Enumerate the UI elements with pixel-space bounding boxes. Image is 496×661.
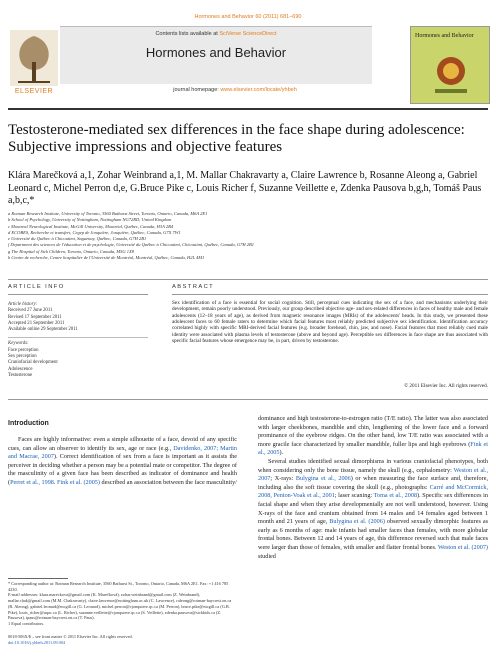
publisher-name: ELSEVIER <box>14 88 54 95</box>
keyword: Testosterone <box>8 372 33 378</box>
citation-link[interactable]: Carré and McCormick, 2008, Penton-Voak et al., 2001 <box>258 483 488 500</box>
keyword: Adolescence <box>8 366 33 372</box>
copyright: © 2011 Elsevier Inc. All rights reserved. <box>404 383 488 389</box>
citation-link[interactable]: Fink et al. (2005) <box>56 478 100 486</box>
affiliation: f Department des sciences de l'éducation et de psychologie, Université du Québec à Chicoutimi, Chicoutimi, Québec, Canada, G7H 2B1 <box>8 242 255 248</box>
text-run: Faces are highly informative: even a simple silhouette of a face, devoid of any specific cues, can allow an observer to identify its sex, age or race (e.g., <box>8 436 237 452</box>
journal-title: Hormones and Behavior <box>145 45 287 60</box>
doi-link[interactable]: doi:10.1016/j.yhbeh.2011.09.004 <box>8 640 66 645</box>
history-item: Available online 29 September 2011 <box>8 327 78 333</box>
homepage-link[interactable]: www.elsevier.com/locate/yhbeh <box>220 87 297 93</box>
abstract-heading: ABSTRACT <box>172 284 215 290</box>
text-run: ; laser scaning: <box>334 492 374 500</box>
text-run: ). <box>279 449 284 457</box>
citation-link[interactable]: Perret et al., 1998 <box>10 478 54 486</box>
section-rule <box>8 279 488 280</box>
front-matter-info <box>8 634 237 646</box>
keyword: Face perception <box>8 347 39 353</box>
info-divider <box>8 337 148 338</box>
body-rule <box>8 399 488 400</box>
article-title: Testosterone-mediated sex differences in the face shape during adolescence: Subjective impressions and objective features <box>8 122 465 155</box>
front-matter-line: 0018-506X/$ – see front matter © 2011 Elsevier Inc. All rights reserved. <box>8 634 133 639</box>
citation-link[interactable]: Bulygina et al. (2006) <box>329 518 385 526</box>
keyword: Sex perception <box>8 354 37 360</box>
affiliation: d ECOBES, Recherche et transfert, Cegep de Jonquière, Jonquière, Québec, Canada, G7X 7W1 <box>8 229 181 235</box>
affiliation: b School of Psychology, University of Nottingham, Nottingham NG72RD, United Kingdom <box>8 217 172 223</box>
abstract-text: Sex identification of a face is essential for social cognition. Still, perceptual cues indicating the sex of a face, and mechanisms underlying their development, remain poorly understood. Previously, our group described objective age- and sex-related differences in faces of healthy male and female adolescents (12–18 years of age), as derived from magnetic resonance images (MRIs) of the adolescents' heads. In this study, we presented these adolescent faces to 60 female raters to determine which facial features most reliably predicted subjective sex identification. Identification accuracy correlated highly with specific MRI-derived facial features (e.g. broader forehead, chin, jaw, and nose). Facial features that most reliably cued male identity were associated with plasma levels of testosterone (above and beyond age). Perceptible sex differences in face shape are thus associated with specific facial features whose emergence may be, in part, driven by testosterone. <box>172 300 488 345</box>
elsevier-logo <box>8 26 60 98</box>
sciencedirect-link[interactable]: SciVerse ScienceDirect <box>219 31 277 37</box>
article-info <box>8 302 148 379</box>
footnotes <box>8 581 237 627</box>
journal-homepage <box>60 87 410 93</box>
text-run: ). Specific sex differences in facial shape and when they arise developmentally are not well understood, however. Using X-rays of the face and cranium obtained from 14 males and 14 females aged between 1 month and 21 years of age, <box>258 492 488 526</box>
homepage-prefix: journal homepage: <box>173 87 219 93</box>
history-label: Article history: <box>8 302 38 307</box>
citation-link[interactable]: Davidenko, 2007; Martin and Macrae, 2007 <box>8 444 237 461</box>
text-run: ). Correct identification of sex from a face is important as it assists the perceiver in deciding whether a person may be a potential mate or competitor. The degree of the masculinity of a given face has been described as indicator of dominance and health ( <box>8 453 238 486</box>
citation-link[interactable]: Weston et al., 2007 <box>258 466 488 483</box>
text-run: Several studies identified sexual dimorphisms in various craniofacial phenotypes, both when considering only the bone tissue, namely the skull (e.g., cephalometry: <box>258 457 488 474</box>
article-info-heading: ARTICLE INFO <box>8 284 65 290</box>
affiliation: c Montreal Neurological Institute, McGill University, Montréal, Québec, Canada, H3A 2B4 <box>8 223 174 229</box>
cover-title: Hormones and Behavior <box>415 33 474 39</box>
affiliation: h Centre de recherche, Centre hospitalier de l'Université de Montréal, Montréal, Québec, Canada, H2L 4M1 <box>8 255 205 261</box>
citation-link[interactable]: Bulygina et al., 2006 <box>295 475 351 483</box>
history-item: Accepted 21 September 2011 <box>8 320 65 326</box>
citation-link[interactable]: Weston et al. (2007) <box>437 543 488 551</box>
footnote: * Corresponding author at: Rotman Research Institute, 3560 Bathurst St., Toronto, Ontario, Canada, M6A 2E1. Fax: +1 416 785 4230. <box>8 581 229 592</box>
footnote: E-mail addresses: klara.mareckova@gmail.com (K. Marečková), zohar.weinbrand@gmail.com (Z. Weinbrand), mallar.chak@gmail.com (M.M. Chakravarty), claire.lawrence@nottingham.ac.uk (C. Lawrence), raleong@rotman-baycrest.on.ca (R. Aleong), gabriel.leonard@mcgill.ca (G. Leonard), michel.perron@cjonquiere.qc.ca (M. Perron), bruce.pike@mcgill.ca (G.B. Pike), louis_richer@uqac.ca (L. Richer), suzanne.veillette@cjonquiere.qc.ca (S. Veillette), zdenka.pausova@sickkids.ca (Z. Pausova), tpaus@rotman-baycrest.on.ca (T. Paus). <box>8 592 232 621</box>
text-run: dominance and high testosterone-to-estrogen ratio (T/E ratio). The latter was also associated with larger cheekbones, mandible and chin, lengthening of the lower face and a forward prominance of the eyebrow ridges. On the other hand, low T/E ratio was associated with a more gracile face characterized by smaller mandible, fuller lips and high eyebrows ( <box>258 415 488 448</box>
header-rule <box>8 108 488 110</box>
text-run: . <box>53 478 57 486</box>
history-item: Received 27 June 2011 <box>8 308 53 314</box>
journal-cover-image <box>410 26 490 104</box>
author-list: Klára Marečková a,1, Zohar Weinbrand a,1, M. Mallar Chakravarty a, Claire Lawrence b, Rosanne Aleong a, Gabriel Leonard c, Michel Perron d,e, G.Bruce Pike c, Louis Richer f, Suzanne Veillette e, Zdenka Pausova b,g,h, Tomáš Paus a,b,c,* <box>8 170 482 206</box>
text-run: studied <box>258 552 276 560</box>
contents-prefix: Contents lists available at <box>155 31 218 37</box>
text-run: observed sexually dimorphic features as early as 6 months of age: male infants had smaller faces than females, with more globular frontal bones. Between 12 and 14 years of age, this difference reversed such that male faces were larger than those of females, with smaller and flatter frontal bones. <box>258 518 489 551</box>
keyword: Craniofacial development <box>8 360 58 366</box>
citation-link[interactable]: Toma et al., 2008 <box>373 492 418 500</box>
footnote: 1 Equal contributors. <box>8 620 45 626</box>
text-run: ; X-rays: <box>270 475 296 483</box>
text-run: described an association between the face masculinity/ <box>99 478 237 486</box>
text-run: ) or when measuring the face surface and, therefore, including also the soft tissue covering the skull (e.g., photographs: <box>258 475 489 491</box>
intro-paragraph <box>8 436 237 488</box>
keywords-label: Keywords: <box>8 341 29 347</box>
abstract-rule <box>172 294 488 295</box>
body-right-column <box>258 415 488 561</box>
info-rule <box>8 294 148 295</box>
history-item: Revised 17 September 2011 <box>8 314 62 320</box>
affiliation: e Université du Québec à Chicoutimi, Saguenay, Québec, Canada, G7H 2B1 <box>8 236 147 242</box>
contents-line <box>60 31 372 37</box>
affiliations <box>8 211 488 261</box>
journal-reference: Hormones and Behavior 60 (2011) 681–690 <box>194 14 302 20</box>
cover-art-icon <box>429 51 473 97</box>
footnote-rule <box>8 578 68 579</box>
introduction-heading: Introduction <box>8 420 49 427</box>
citation-link[interactable]: Fink et al., 2005 <box>258 440 488 457</box>
affiliation: a Rotman Research Institute, University of Toronto, 3560 Bathurst Street, Toronto, Ontario, Canada, M6A 2E1 <box>8 211 208 216</box>
affiliation: g The Hospital of Sick Children, Toronto, Ontario, Canada, M5G 1X8 <box>8 248 135 254</box>
